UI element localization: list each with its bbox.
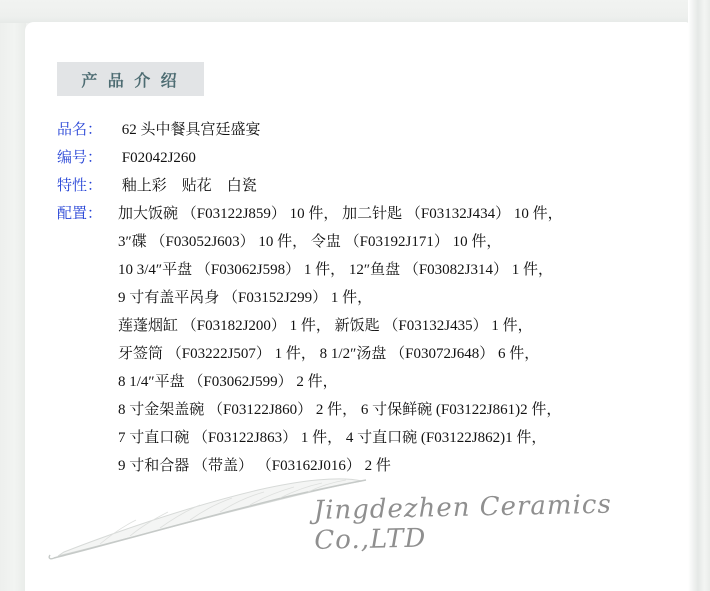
field-product-name (57, 120, 261, 140)
config-line: 8 1/4″平盘 （F03062J599） 2 件， (118, 374, 338, 390)
config-line: 10 3/4″平盘 （F03062J598） 1 件， 12″鱼盘 （F03082J314） 1 件， (118, 262, 554, 278)
field-product-code (57, 148, 196, 168)
field-features (57, 176, 257, 196)
field-label: 编号： (57, 150, 103, 166)
config-line: 莲蓬烟缸 （F03182J200） 1 件， 新饭匙 （F03132J435） 1 件， (118, 318, 533, 334)
field-configuration (57, 204, 113, 224)
section-title: 产 品 介 绍 (81, 72, 180, 90)
field-label: 品名： (57, 122, 103, 138)
section-header (57, 62, 204, 96)
config-line: 牙签筒 （F03222J507） 1 件， 8 1/2″汤盘 （F03072J648） 6 件， (118, 346, 540, 362)
config-line: 7 寸直口碗 （F03122J863） 1 件， 4 寸直口碗 (F03122J862)1 件， (118, 430, 547, 446)
config-line: 3″碟 （F03052J603） 10 件， 令盅 （F03192J171） 10 件， (118, 234, 502, 250)
config-line: 8 寸金架盖碗 （F03122J860） 2 件， 6 寸保鲜碗 (F03122J861)2 件， (118, 402, 562, 418)
field-value: F02042J260 (121, 150, 196, 166)
company-watermark: Jingdezhen Ceramics Co.,LTD (313, 489, 613, 556)
page-curl-shadow (688, 0, 710, 591)
field-value: 62 头中餐具宫廷盛宴 (121, 122, 261, 138)
config-line: 9 寸有盖平呙身 （F03152J299） 1 件， (118, 290, 373, 306)
field-label: 配置： (57, 206, 103, 222)
config-line: 加大饭碗 （F03122J859） 10 件， 加二针匙 （F03132J434） 10 件， (118, 206, 563, 222)
field-value: 釉上彩 贴花 白瓷 (121, 178, 257, 194)
page-matte-top (0, 0, 710, 23)
page-matte-left (0, 0, 26, 591)
field-label: 特性： (57, 178, 103, 194)
config-line: 9 寸和合器 （带盖） （F03162J016） 2 件 (118, 458, 391, 474)
